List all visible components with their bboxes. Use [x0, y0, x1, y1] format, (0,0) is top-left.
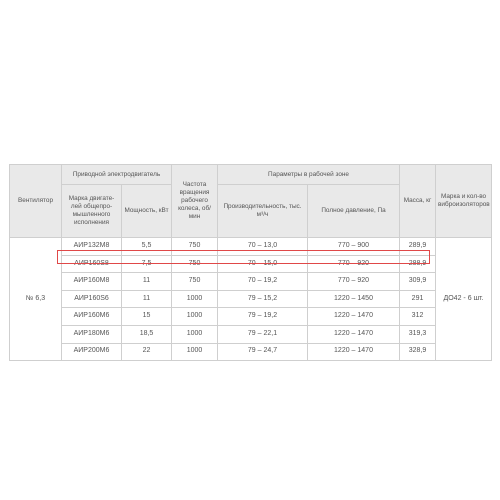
pressure-cell: 770 – 920: [308, 273, 400, 291]
table-row-highlighted: [10, 255, 492, 273]
header-frequency: Частота вращения рабочего колеса, об/мин: [172, 165, 218, 238]
pressure-cell: 1220 – 1470: [308, 308, 400, 326]
power-cell: 5,5: [122, 238, 172, 256]
power-cell: 22: [122, 343, 172, 361]
capacity-cell: 79 – 19,2: [218, 308, 308, 326]
fan-spec-table-container: [9, 164, 491, 361]
capacity-cell: 70 – 19,2: [218, 273, 308, 291]
rpm-cell: 750: [172, 273, 218, 291]
mass-cell: 328,9: [400, 343, 436, 361]
motor-cell: АИР160М6: [62, 308, 122, 326]
rpm-cell: 1000: [172, 343, 218, 361]
header-isolators: Марка и кол-во виброизоляторов: [436, 165, 492, 238]
mass-cell: 319,3: [400, 325, 436, 343]
power-cell: 7,5: [122, 255, 172, 273]
motor-cell: АИР200М6: [62, 343, 122, 361]
power-cell: 15: [122, 308, 172, 326]
rpm-cell: 1000: [172, 308, 218, 326]
mass-cell: 312: [400, 308, 436, 326]
table-row: [10, 343, 492, 361]
table-row: [10, 290, 492, 308]
motor-cell: АИР180М6: [62, 325, 122, 343]
capacity-cell: 70 – 15,0: [218, 255, 308, 273]
power-cell: 18,5: [122, 325, 172, 343]
mass-cell: 291: [400, 290, 436, 308]
pressure-cell: 1220 – 1470: [308, 325, 400, 343]
capacity-cell: 79 – 24,7: [218, 343, 308, 361]
power-cell: 11: [122, 290, 172, 308]
motor-cell: АИР160М8: [62, 273, 122, 291]
pressure-cell: 770 – 920: [308, 255, 400, 273]
capacity-cell: 79 – 22,1: [218, 325, 308, 343]
table-row: [10, 308, 492, 326]
header-motor-brand: Марка двигате-лей общепро-мышленного исполнения: [62, 185, 122, 238]
pressure-cell: 1220 – 1470: [308, 343, 400, 361]
motor-cell: АИР132М8: [62, 238, 122, 256]
mass-cell: 288,9: [400, 255, 436, 273]
header-power: Мощность, кВт: [122, 185, 172, 238]
rpm-cell: 1000: [172, 325, 218, 343]
header-drive-motor: Приводной электродвигатель: [62, 165, 172, 185]
motor-cell: АИР160S8: [62, 255, 122, 273]
fan-spec-table: [9, 164, 492, 361]
mass-cell: 309,9: [400, 273, 436, 291]
pressure-cell: 1220 – 1450: [308, 290, 400, 308]
table-row: [10, 273, 492, 291]
mass-cell: 289,9: [400, 238, 436, 256]
capacity-cell: 79 – 15,2: [218, 290, 308, 308]
header-mass: Масса, кг: [400, 165, 436, 238]
pressure-cell: 770 – 900: [308, 238, 400, 256]
rpm-cell: 1000: [172, 290, 218, 308]
header-fan: Вентилятор: [10, 165, 62, 238]
rpm-cell: 750: [172, 238, 218, 256]
power-cell: 11: [122, 273, 172, 291]
fan-number-cell: № 6,3: [10, 238, 62, 361]
isolators-cell: ДО42 - 6 шт.: [436, 238, 492, 361]
header-row-top: [10, 165, 492, 185]
rpm-cell: 750: [172, 255, 218, 273]
table-row: [10, 325, 492, 343]
capacity-cell: 70 – 13,0: [218, 238, 308, 256]
header-work-zone: Параметры в рабочей зоне: [218, 165, 400, 185]
table-row: [10, 238, 492, 256]
motor-cell: АИР160S6: [62, 290, 122, 308]
header-pressure: Полное давление, Па: [308, 185, 400, 238]
header-capacity: Производительность, тыс. м³/ч: [218, 185, 308, 238]
